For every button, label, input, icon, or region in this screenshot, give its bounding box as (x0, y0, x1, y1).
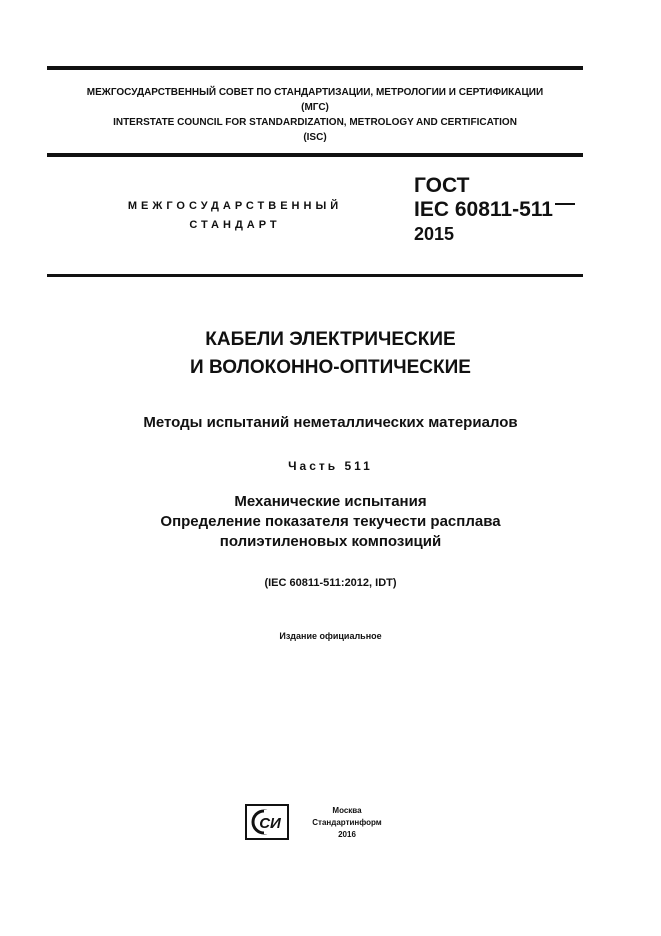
logo-text: СИ (259, 815, 281, 832)
council-ru-abbr: (МГС) (301, 102, 329, 113)
standard-kind (100, 197, 370, 235)
council-en-abbr: (ISC) (303, 132, 327, 143)
title-line2: И ВОЛОКОННО-ОПТИЧЕСКИЕ (190, 357, 471, 378)
part-title-line1: Механические испытания (234, 493, 427, 510)
council-en-line: INTERSTATE COUNCIL FOR STANDARDIZATION, METROLOGY AND CERTIFICATION (113, 117, 517, 128)
top-divider (47, 66, 583, 70)
gost-label: ГОСТ (414, 174, 470, 197)
edition-label: Издание официальное (279, 631, 382, 641)
part-title-line3: полиэтиленовых композиций (219, 533, 442, 550)
publisher-name: Стандартинформ (312, 818, 382, 827)
standard-kind-line2: СТАНДАРТ (189, 219, 281, 231)
header-divider (47, 153, 583, 157)
gost-number: IEC 60811-511 (414, 198, 553, 221)
standard-kind-line1: МЕЖГОСУДАРСТВЕННЫЙ (127, 200, 343, 212)
gost-year: 2015 (414, 224, 455, 244)
designation-divider (47, 274, 583, 277)
publisher-city: Москва (332, 806, 362, 815)
document-title (0, 326, 661, 382)
publisher-info (302, 805, 392, 841)
publisher-year: 2016 (338, 830, 356, 839)
gost-designation (414, 174, 575, 246)
gost-dash (555, 203, 575, 205)
part-label: Часть 511 (288, 459, 373, 473)
part-title-line2: Определение показателя текучести расплава (160, 513, 501, 530)
part-title (0, 492, 661, 552)
iec-reference: (IEC 60811-511:2012, IDT) (264, 577, 397, 589)
council-header (47, 85, 583, 145)
document-subtitle: Методы испытаний неметаллических материалов (143, 414, 518, 431)
title-line1: КАБЕЛИ ЭЛЕКТРИЧЕСКИЕ (205, 329, 456, 350)
standartinform-logo-icon (245, 804, 289, 840)
council-ru-line: МЕЖГОСУДАРСТВЕННЫЙ СОВЕТ ПО СТАНДАРТИЗАЦИИ, МЕТРОЛОГИИ И СЕРТИФИКАЦИИ (86, 87, 544, 98)
